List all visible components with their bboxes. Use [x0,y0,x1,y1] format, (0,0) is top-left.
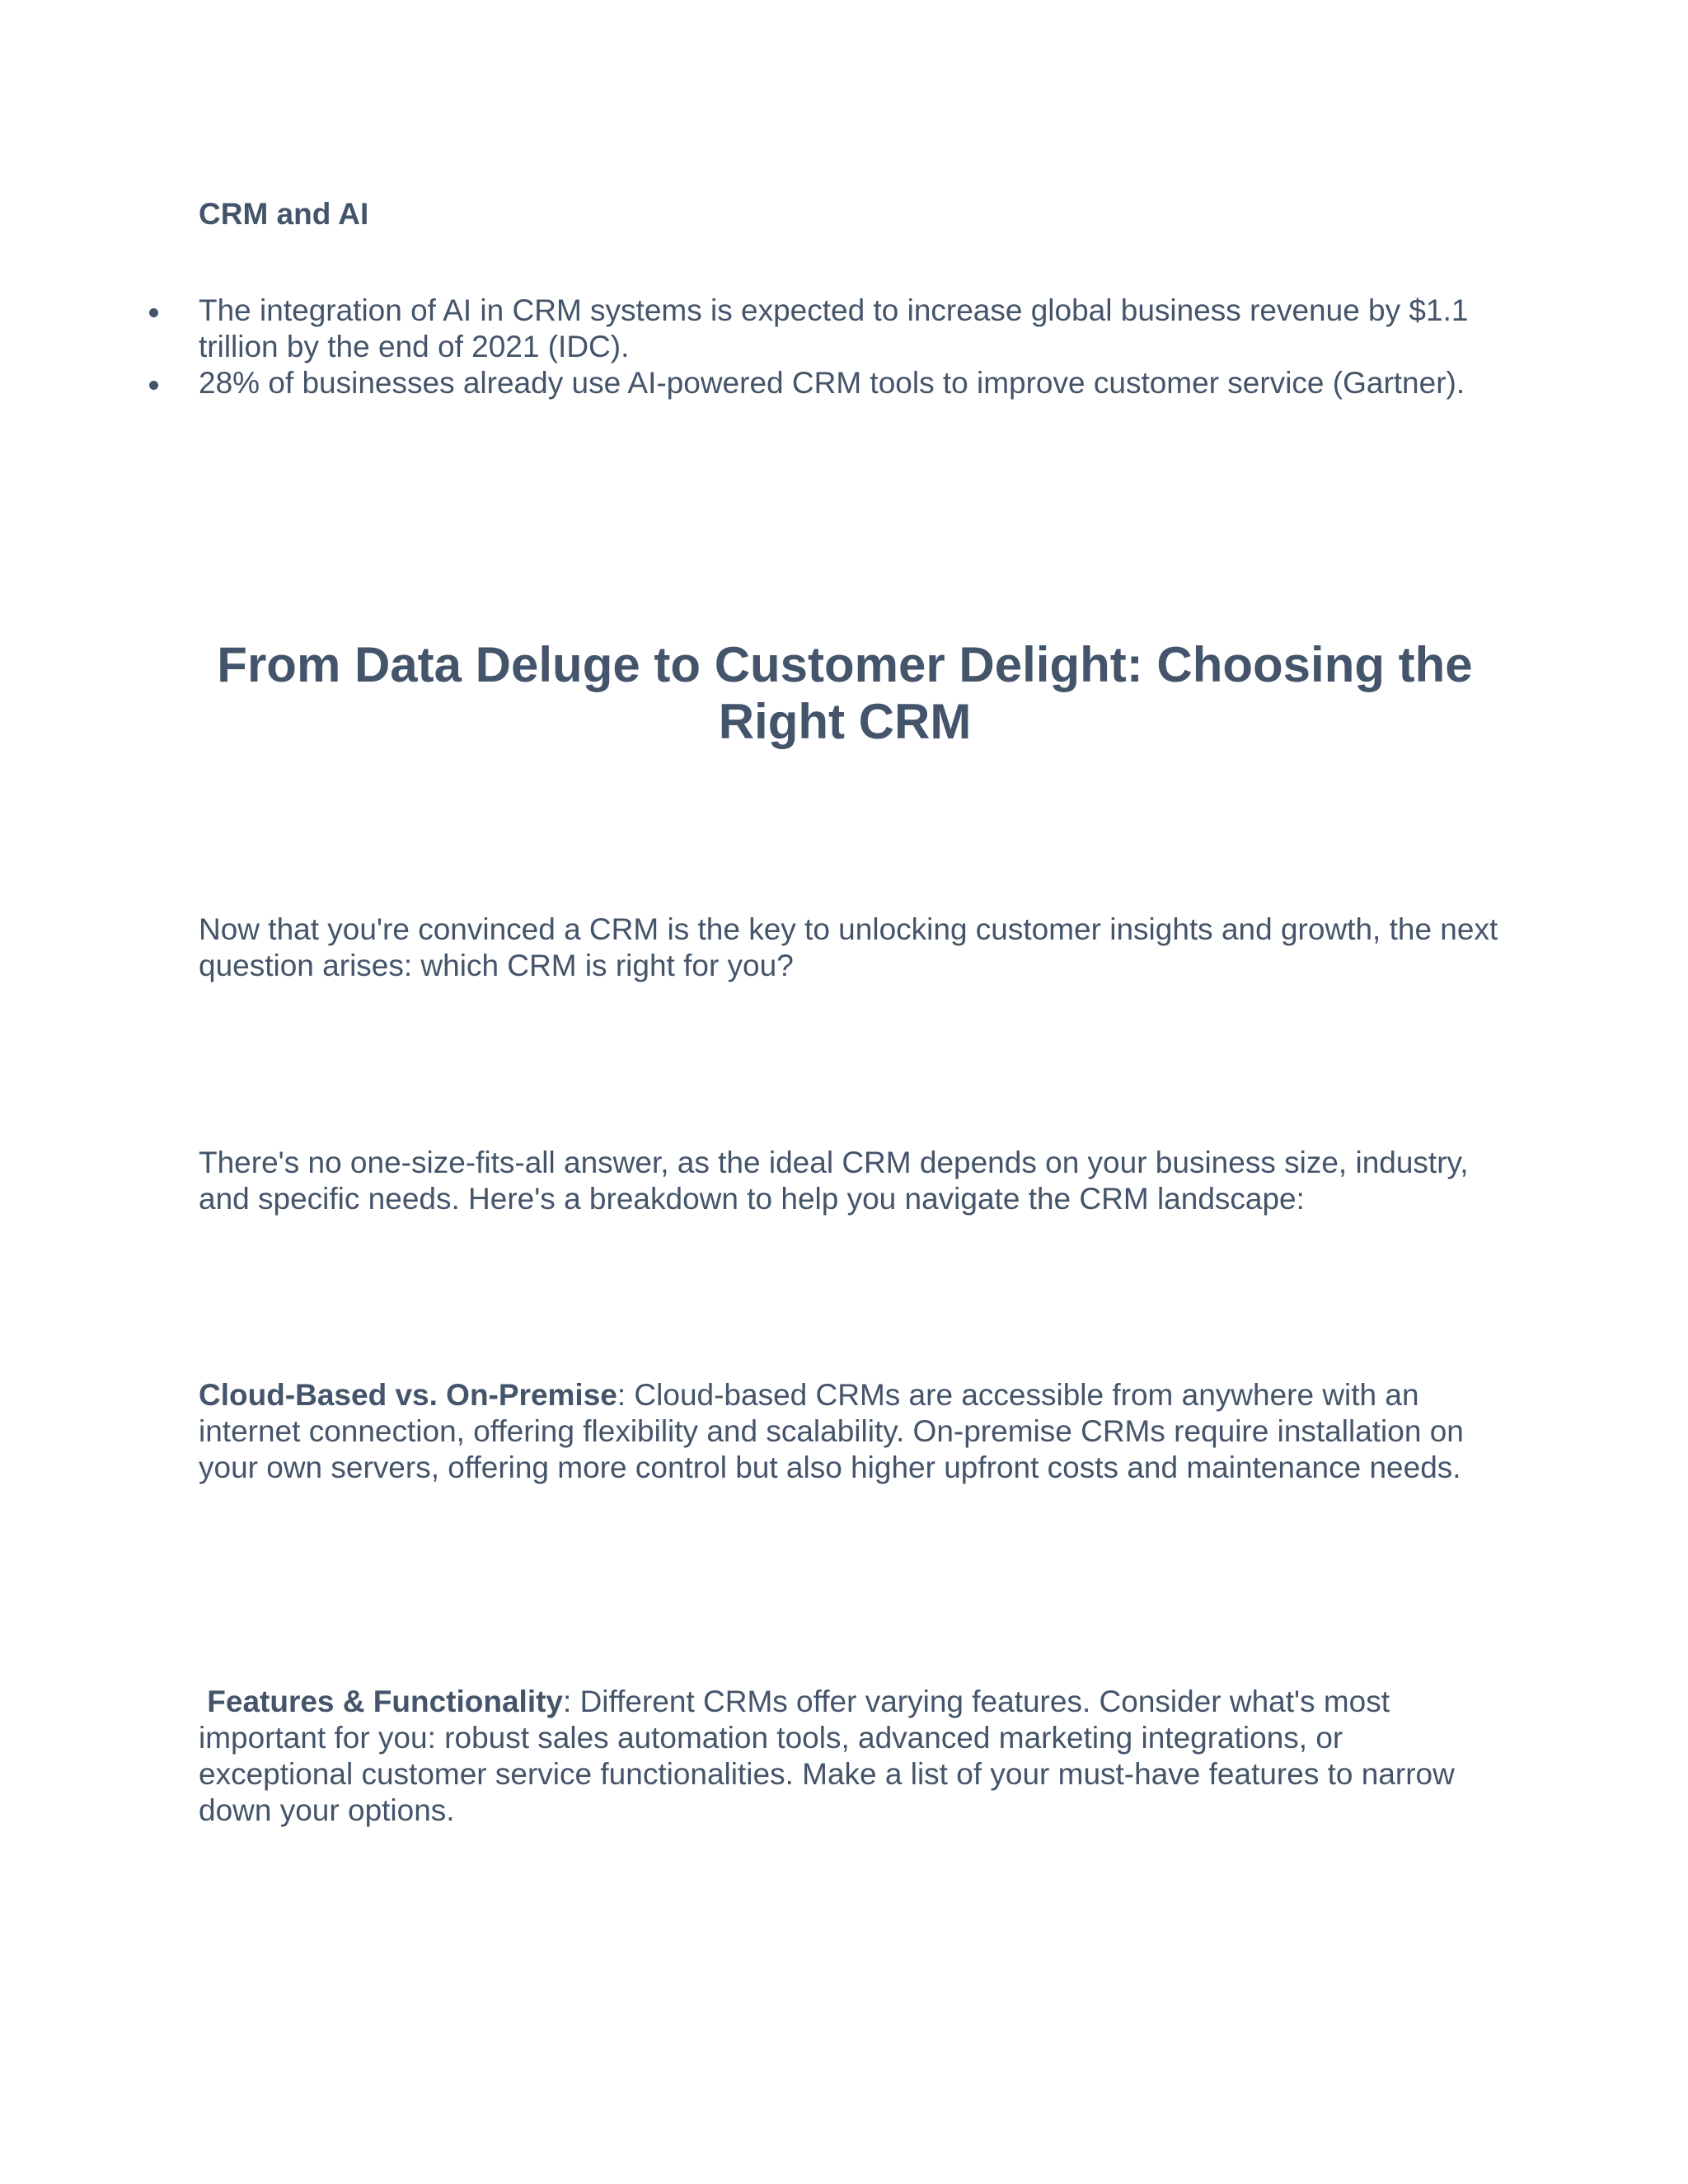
cloud-paragraph [199,1377,1501,1486]
breakdown-paragraph: There's no one-size-fits-all answer, as the ideal CRM depends on your business size, industry, and specific needs. Here's a breakdown to help you navigate the CRM landscape: [199,1146,1469,1216]
bullet-text: The integration of AI in CRM systems is expected to increase global business revenue by $1.1 trillion by the end of 2021 (IDC). [199,293,1469,363]
page-title: From Data Deluge to Customer Delight: Choosing the Right CRM [217,637,1473,749]
bullet-icon [149,381,158,390]
bullet-text: 28% of businesses already use AI-powered CRM tools to improve customer service (Gartner). [199,366,1465,400]
features-text: : Different CRMs offer varying features. Consider what's most important for you: robust sales automation tools, advanced marketing integrations, or exceptional customer service functionalities. Make a list of your must-have features to narrow down your options. [199,1685,1455,1827]
cloud-term: Cloud-Based vs. On-Premise [199,1378,617,1412]
list-item [199,293,1501,365]
bullet-list [199,293,1501,401]
list-item [199,365,1501,401]
section-heading: CRM and AI [199,197,369,231]
cloud-text: : Cloud-based CRMs are accessible from anywhere with an internet connection, offering flexibility and scalability. On-premise CRMs require installation on your own servers, offering more control but also higher upfront costs and maintenance needs. [199,1378,1464,1484]
features-term: Features & Functionality [207,1685,564,1718]
intro-paragraph: Now that you're convinced a CRM is the key to unlocking customer insights and growth, the next question arises: which CRM is right for you? [199,912,1498,982]
features-paragraph [199,1684,1501,1829]
bullet-icon [149,308,158,317]
